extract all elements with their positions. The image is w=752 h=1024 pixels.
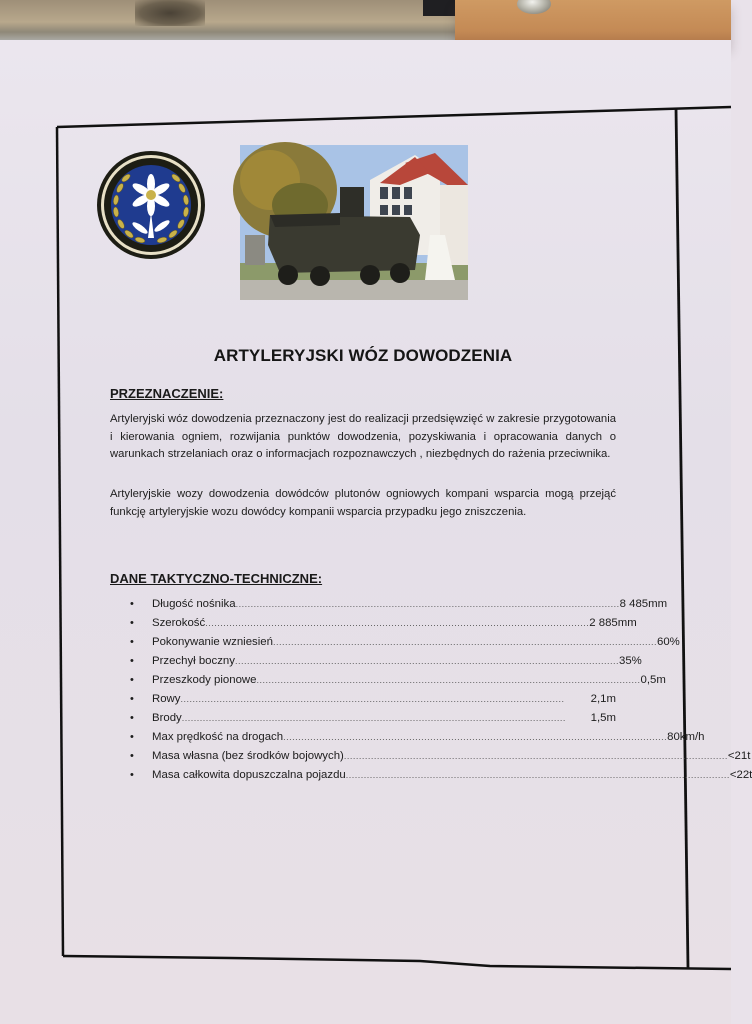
spec-item [130, 731, 705, 750]
leader-dots: ................................................................................................................................ [272, 637, 657, 647]
specs-heading: DANE TAKTYCZNO-TECHNICZNE: [110, 571, 323, 586]
spec-item [130, 636, 680, 655]
spec-value: 8 485mm [619, 598, 668, 610]
spec-value: 80km/h [667, 731, 705, 743]
leader-dots: ................................................................................................................................ [283, 732, 668, 742]
spec-value: 0,5m [640, 674, 666, 686]
spec-value: <22t [729, 769, 752, 781]
spec-item [130, 693, 616, 712]
bullet-icon: • [130, 731, 134, 743]
spec-label: Rowy [152, 693, 181, 705]
spec-item [130, 655, 642, 674]
armored-vehicle-photo [240, 145, 468, 300]
spec-label: Przeszkody pionowe [152, 674, 257, 686]
spec-label: Długość nośnika [152, 598, 236, 610]
spec-item [130, 674, 666, 693]
spec-label: Pokonywanie wzniesień [152, 636, 273, 648]
page-title: ARTYLERYJSKI WÓZ DOWODZENIA [213, 346, 513, 365]
spec-label: Brody [152, 712, 182, 724]
specs-list [130, 598, 752, 788]
background-post [423, 0, 455, 16]
spec-item [130, 750, 751, 769]
spec-item [130, 769, 752, 788]
bullet-icon: • [130, 769, 134, 781]
spec-item [130, 617, 637, 636]
spec-value: 1,5m [590, 712, 616, 724]
purpose-paragraph: Artyleryjskie wozy dowodzenia dowódców plutonów ogniowych kompani wsparcia mogą przejąć funkcję artyleryjskie wozu dowódcy kompanii wsparcia przypadku jego zniszczenia. [110, 488, 616, 518]
leader-dots: ................................................................................................................................ [181, 713, 566, 723]
purpose-paragraph: Artyleryjski wóz dowodzenia przeznaczony jest do realizacji przedsięwzięć w zakresie przygotowania i kierowania ogniem, rozwijania punktów dowodzenia, pozyskiwania i opracowania danych o warunkach strzelaniach oraz o informacjach rozpoznawczych , niezbędnych do rażenia przeciwnika. [110, 413, 616, 460]
leader-dots: ................................................................................................................................ [256, 675, 641, 685]
edelweiss-badge-icon [96, 150, 206, 260]
leader-dots: ................................................................................................................................ [343, 751, 728, 761]
bullet-icon: • [130, 617, 134, 629]
spec-value: 35% [619, 655, 642, 667]
wooden-easel-bar [455, 0, 731, 44]
leader-dots: ................................................................................................................................ [235, 599, 620, 609]
spec-item [130, 598, 668, 617]
leader-dots: ................................................................................................................................ [345, 770, 730, 780]
spec-value: 60% [657, 636, 680, 648]
spec-value: <21t [727, 750, 751, 762]
bullet-icon: • [130, 674, 134, 686]
spec-value: 2 885mm [589, 617, 637, 629]
bullet-icon: • [130, 636, 134, 648]
screw-icon [517, 0, 551, 14]
leader-dots: ................................................................................................................................ [180, 694, 565, 704]
spec-item [130, 712, 616, 731]
spec-label: Max prędkość na drogach [152, 731, 284, 743]
bullet-icon: • [130, 712, 134, 724]
bullet-icon: • [130, 655, 134, 667]
leader-dots: ................................................................................................................................ [205, 618, 590, 628]
purpose-heading: PRZEZNACZENIE: [110, 386, 224, 401]
spec-label: Masa całkowita dopuszczalna pojazdu [152, 769, 346, 781]
spec-label: Przechył boczny [152, 655, 235, 667]
bullet-icon: • [130, 750, 134, 762]
leader-dots: ................................................................................................................................ [234, 656, 619, 666]
background-photo-strip [0, 0, 460, 40]
spec-label: Masa własna (bez środków bojowych) [152, 750, 344, 762]
bullet-icon: • [130, 598, 134, 610]
spec-label: Szerokość [152, 617, 206, 629]
background-object [135, 0, 205, 26]
spec-value: 2,1m [590, 693, 616, 705]
bullet-icon: • [130, 693, 134, 705]
